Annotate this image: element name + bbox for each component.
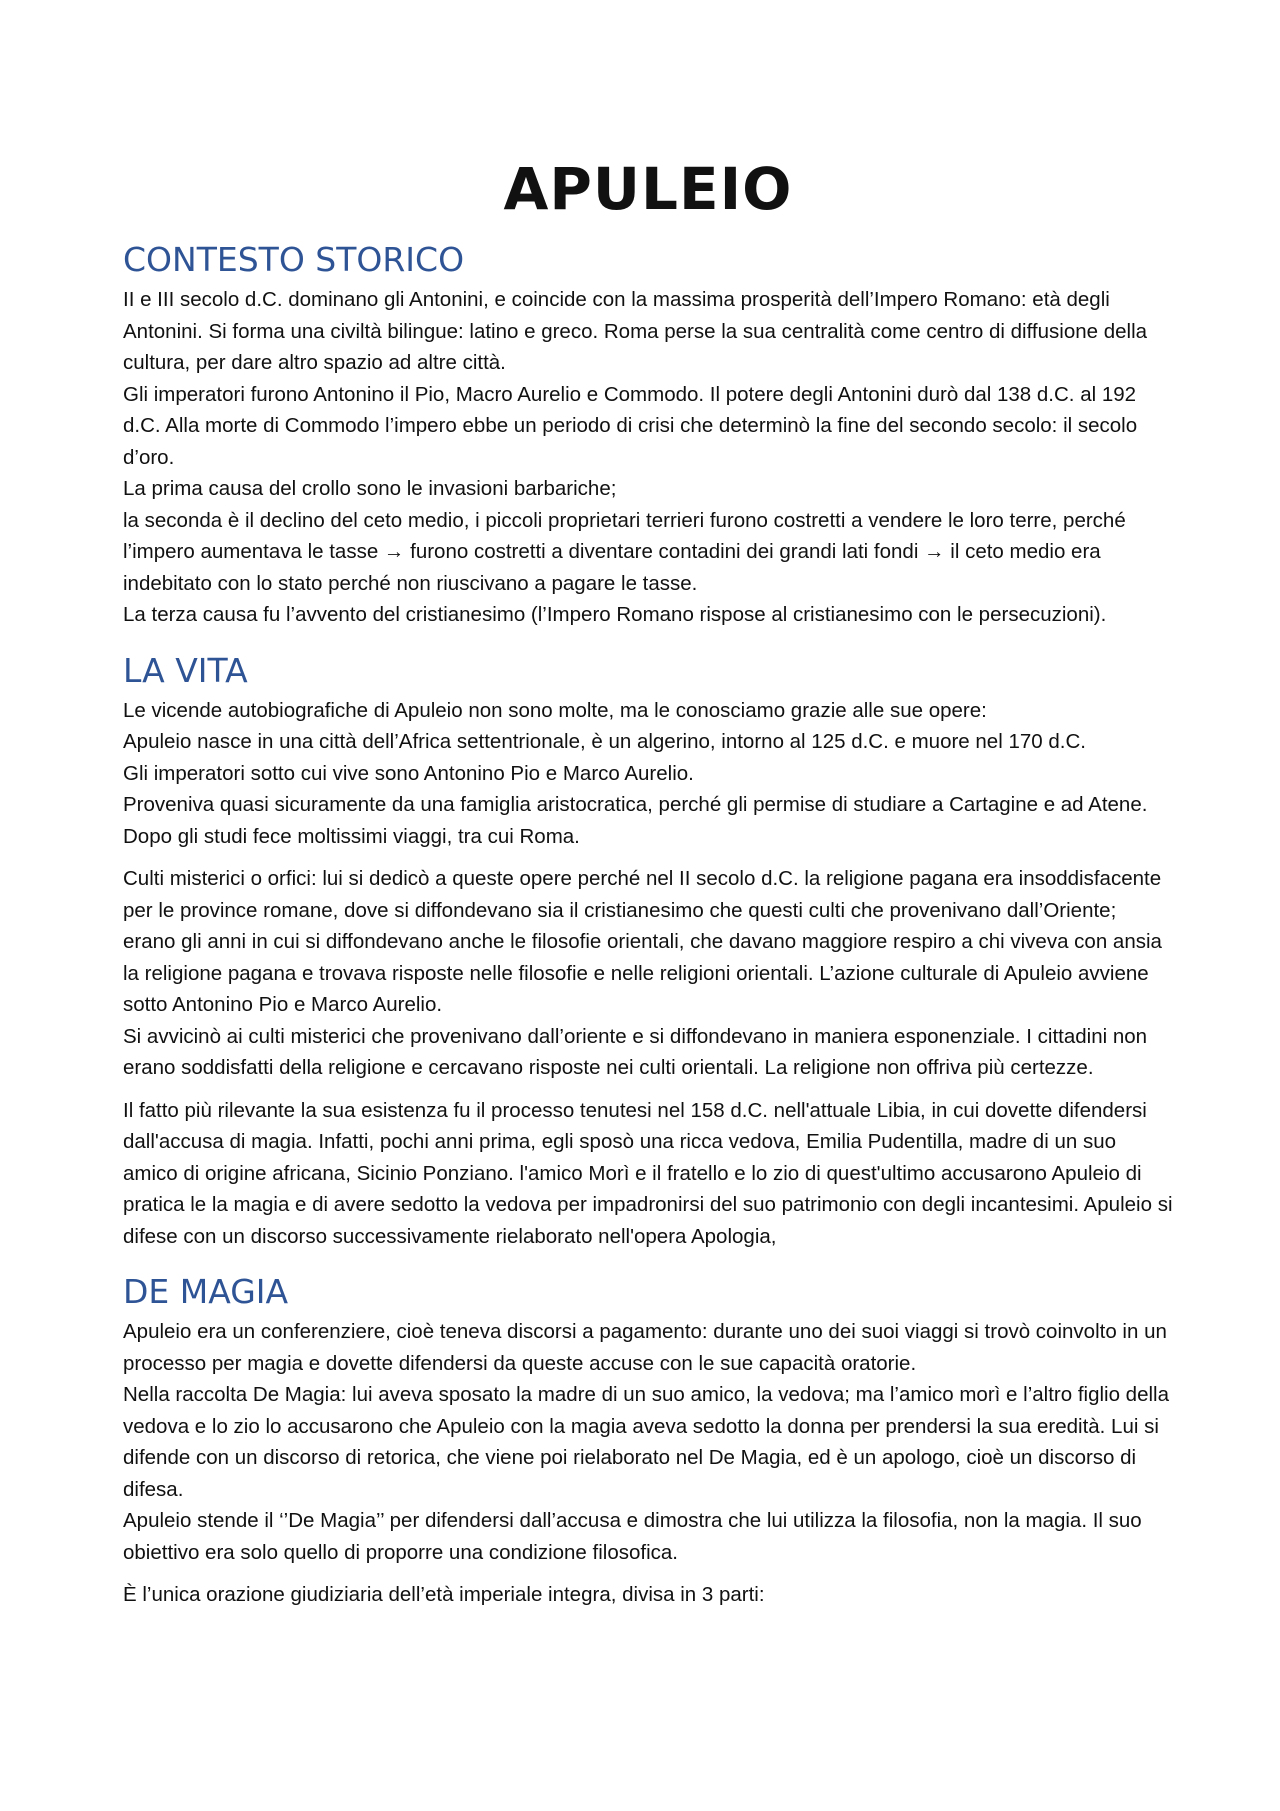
paragraph: II e III secolo d.C. dominano gli Antonini, e coincide con la massima prosperità dell’Impero Romano: età degli Antonini. Si forma una civiltà bilingue: latino e greco. Roma perse la sua centralità come centro di diffusione della cultura, per dare altro spazio ad altre città. [123,288,1148,374]
paragraph: Nella raccolta De Magia: lui aveva sposato la madre di un suo amico, la vedova; ma l’amico morì e l’altro figlio della vedova e lo zio lo accusarono che Apuleio con la magia aveva sedotto la donna per prendersi la sua eredità. Lui si difende con un discorso di retorica, che viene poi rielaborato nel De Magia, ed è un apologo, cioè un discorso di difesa. [123,1383,1169,1501]
section-contesto-storico [123,240,1173,631]
paragraph: Il fatto più rilevante la sua esistenza fu il processo tenutesi nel 158 d.C. nell'attuale Libia, in cui dovette difendersi dall'accusa di magia. Infatti, pochi anni prima, egli sposò una ricca vedova, Emilia Pudentilla, madre di un suo amico di origine africana, Sicinio Ponziano. l'amico Morì e il fratello e lo zio di quest'ultimo accusarono Apuleio di pratica le la magia e di avere sedotto la vedova per impadronirsi del suo patrimonio con degli incantesimi. Apuleio si difese con un discorso successivamente rielaborato nell'opera Apologia, [123,1098,1173,1248]
section-heading: DE MAGIA [123,1272,289,1311]
section-de-magia [123,1272,1173,1611]
paragraph: Proveniva quasi sicuramente da una famiglia aristocratica, perché gli permise di studiare a Cartagine e ad Atene. Dopo gli studi fece moltissimi viaggi, tra cui Roma. [123,793,1148,848]
document-page [123,148,1173,1611]
document-title: APULEIO [503,155,793,223]
section-heading: LA VITA [123,650,248,690]
paragraph: Culti misterici o orfici: lui si dedicò a queste opere perché nel II secolo d.C. la religione pagana era insoddisfacente per le province romane, dove si diffondevano sia il cristianesimo che questi culti che provenivano dall’Oriente; erano gli anni in cui si diffondevano anche le filosofie orientali, che davano maggiore respiro a chi viveva con ansia la religione pagana e trovava risposte nelle filosofie e nelle religioni orientali. L’azione culturale di Apuleio avviene sotto Antonino Pio e Marco Aurelio. [123,867,1162,1016]
paragraph: Le vicende autobiografiche di Apuleio non sono molte, ma le conosciamo grazie alle sue opere: [123,698,987,722]
paragraph: Apuleio stende il ‘’De Magia’’ per difendersi dall’accusa e dimostra che lui utilizza la filosofia, non la magia. Il suo obiettivo era solo quello di proporre una condizione filosofica. [123,1509,1142,1564]
paragraph: È l’unica orazione giudiziaria dell’età imperiale integra, divisa in 3 parti: [123,1583,765,1606]
section-la-vita [123,651,1173,1253]
paragraph: Apuleio nasce in una città dell’Africa settentrionale, è un algerino, intorno al 125 d.C. e muore nel 170 d.C. [123,730,1086,753]
paragraph: la seconda è il declino del ceto medio, i piccoli proprietari terrieri furono costretti a vendere le loro terre, perché l’impero aumentava le tasse → furono costretti a diventare contadini dei grandi lati fondi → il ceto medio era indebitato con lo stato perché non riuscivano a pagare le tasse. [123,508,1126,595]
paragraph: La prima causa del crollo sono le invasioni barbariche; [123,477,617,500]
paragraph: Apuleio era un conferenziere, cioè teneva discorsi a pagamento: durante uno dei suoi viaggi si trovò coinvolto in un processo per magia e dovette difendersi da queste accuse con le sue capacità oratorie. [123,1320,1167,1375]
paragraph: La terza causa fu l’avvento del cristianesimo (l’Impero Romano rispose al cristianesimo con le persecuzioni). [123,603,1107,626]
paragraph: Gli imperatori sotto cui vive sono Antonino Pio e Marco Aurelio. [123,761,694,785]
paragraph: Gli imperatori furono Antonino il Pio, Macro Aurelio e Commodo. Il potere degli Antonini durò dal 138 d.C. al 192 d.C. Alla morte di Commodo l’impero ebbe un periodo di crisi che determinò la fine del secondo secolo: il secolo d’oro. [123,382,1138,469]
section-heading: CONTESTO STORICO [123,240,465,279]
paragraph: Si avvicinò ai culti misterici che provenivano dall’oriente e si diffondevano in maniera esponenziale. I cittadini non erano soddisfatti della religione e cercavano risposte nei culti orientali. La religione non offriva più certezze. [123,1024,1148,1079]
